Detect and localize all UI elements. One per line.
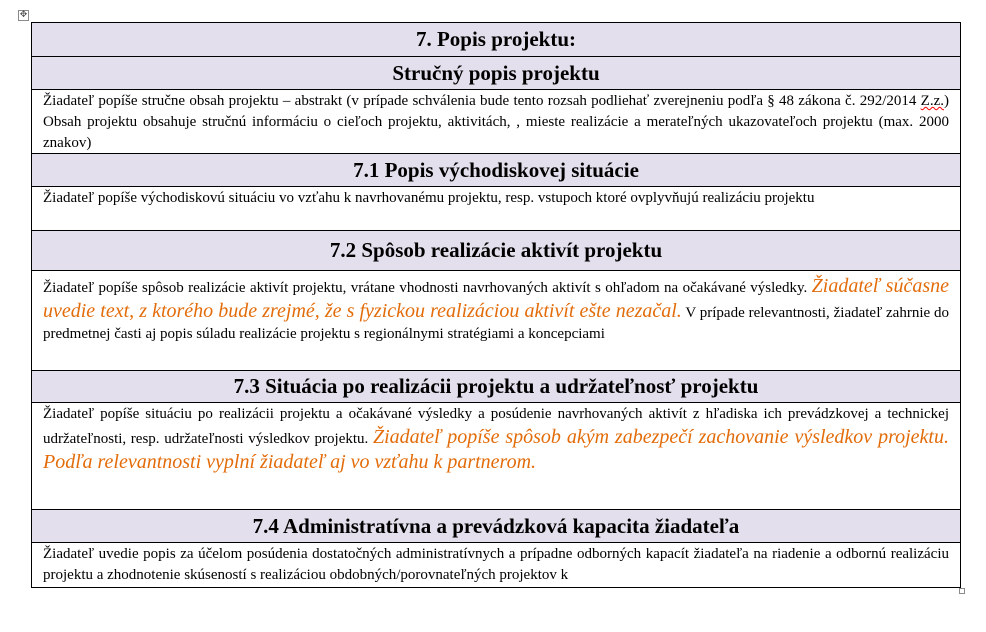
table-move-handle-icon[interactable]: ✥ [19, 10, 28, 20]
s74-cell[interactable] [31, 543, 961, 588]
project-description-table [31, 22, 961, 588]
short-desc-abbr: Z.z. [920, 93, 944, 109]
section-7-title-text: 7. Popis projektu: [415, 27, 577, 51]
s71-text: Žiadateľ popíše východiskovú situáciu vo vzťahu k navrhovanému projektu, resp. vstupoch ktoré ovplyvňujú realizáciu projektu [43, 190, 815, 206]
s74-title-text: 7.4 Administratívna a prevádzková kapacita žiadateľa [252, 513, 740, 538]
s71-title-text: 7.1 Popis východiskovej situácie [353, 157, 639, 182]
s73-emphasis-text: Žiadateľ popíše spôsob akým zabezpečí zachovanie výsledkov projektu. Podľa relevantnosti vyplní žiadateľ aj vo vzťahu k partnerom. [43, 426, 949, 473]
s72-text-cont: V prípade relevantnosti, žiadateľ zahrnie do predmetnej časti aj popis súladu realizácie projektu s regionálnymi stratégiami a koncepciami [43, 305, 949, 342]
short-desc-cell[interactable] [31, 90, 961, 154]
section-7-title [31, 22, 961, 57]
table-resize-handle-icon[interactable] [959, 588, 965, 594]
s72-title [31, 231, 961, 271]
s72-emphasis-text: Žiadateľ súčasne uvedie text, z ktorého bude zrejmé, že s fyzickou realizáciou aktivít ešte nezačal. [43, 275, 949, 322]
s73-title [31, 371, 961, 403]
s73-title-text: 7.3 Situácia po realizácii projektu a udržateľnosť projektu [233, 374, 759, 398]
s72-title-text: 7.2 Spôsob realizácie aktivít projektu [329, 238, 663, 262]
s73-cell[interactable] [31, 403, 961, 510]
s71-title [31, 154, 961, 187]
s72-cell[interactable] [31, 271, 961, 371]
short-desc-text-cont: ) Obsah projektu obsahuje stručnú informáciu o cieľoch projektu, aktivitách, , mieste realizácie a merateľných ukazovateľoch projektu (max. 2000 znakov) [43, 93, 949, 151]
s74-text: Žiadateľ uvedie popis za účelom posúdenia dostatočných administratívnych a prípadne odborných kapacít žiadateľa na riadenie a odbornú realizáciu projektu a zhodnotenie skúseností s realizáciou obdobných/porovnateľných projektov k [43, 546, 949, 583]
short-desc-text: Žiadateľ popíše stručne obsah projektu – abstrakt (v prípade schválenia bude tento rozsah podliehať zverejneniu podľa § 48 zákona č. 292/2014 [43, 93, 921, 109]
short-desc-title [31, 57, 961, 90]
short-desc-title-text: Stručný popis projektu [392, 60, 600, 85]
s71-cell[interactable] [31, 187, 961, 231]
s73-text: Žiadateľ popíše situáciu po realizácii projektu a očakávané výsledky a posúdenie navrhovaných aktivít z hľadiska ich prevádzkovej a technickej udržateľnosti, resp. udržateľnosti výsledkov projektu. [43, 406, 949, 447]
s74-title [31, 510, 961, 543]
s72-text: Žiadateľ popíše spôsob realizácie aktivít projektu, vrátane vhodnosti navrhovaných aktivít s ohľadom na očakávané výsledky. [43, 280, 812, 296]
